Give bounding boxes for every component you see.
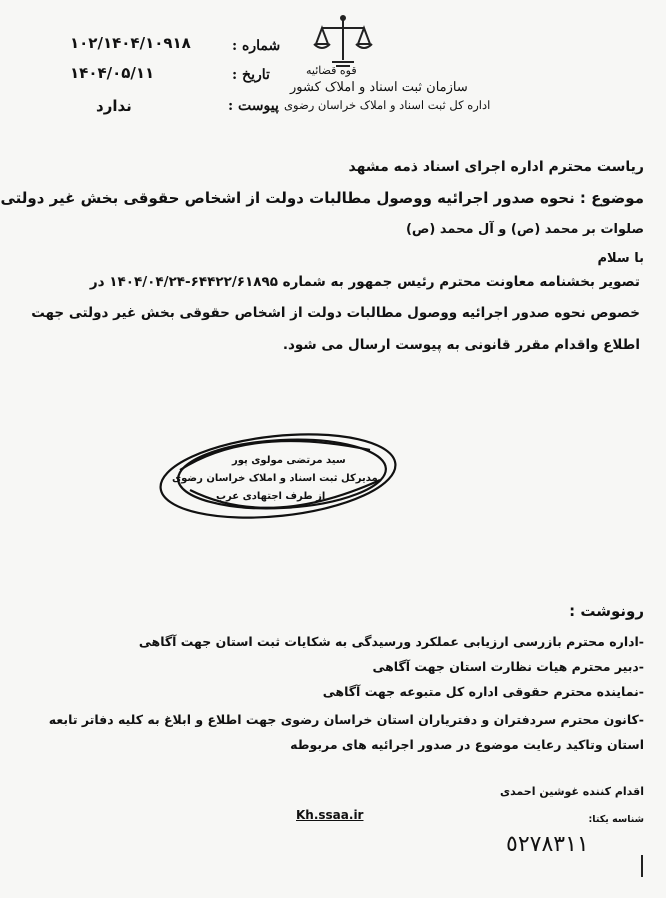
number-label: شماره : (232, 38, 281, 54)
stamp-signer: از طرف اجتهادی عرب (216, 491, 326, 502)
stamp-title: مدیرکل ثبت اسناد و املاک خراسان رضوی (172, 473, 378, 484)
website-link[interactable]: Kh.ssaa.ir (296, 808, 364, 822)
org-line-department: اداره کل ثبت اسناد و املاک خراسان رضوی (284, 98, 491, 112)
attachment-value: ندارد (96, 97, 132, 115)
org-line-organization: سازمان ثبت اسناد و املاک کشور (290, 80, 468, 95)
cc-item: -کانون محترم سردفتران و دفترياران استان خراسان رضوی جهت اطلاع و ابلاغ به کلیه دفاتر تابعه (48, 712, 644, 727)
paragraph-line-3: اطلاع واقدام مقرر قانونی به پیوست ارسال می شود. (282, 337, 640, 353)
prepared-by: اقدام کننده غوشین احمدی (500, 785, 644, 798)
paragraph-line-1: تصویر بخشنامه معاونت محترم رئیس جمهور به شماره ۶۴۴۲۲/۶۱۸۹۵-۱۴۰۴/۰۴/۲۴ در (89, 274, 640, 290)
salutation: صلوات بر محمد (ص) و آل محمد (ص) (405, 222, 644, 237)
stamp-name: سید مرتضی مولوی پور (232, 455, 346, 466)
cc-item: -اداره محترم بازرسی ارزیابی عملکرد ورسیدگی به شکایات ثبت استان جهت آگاهی (138, 634, 644, 649)
cc-item: استان وتاکید رعایت موضوع در صدور اجرائیه های مربوطه (290, 737, 644, 752)
unique-code: ٥٢٧٨٣١١ (506, 832, 589, 857)
paragraph-line-2: خصوص نحوه صدور اجرائیه ووصول مطالبات دولت از اشخاص حقوقی بخش غیر دولتی جهت (31, 305, 640, 321)
greeting: با سلام (597, 251, 644, 266)
unique-code-label: شناسه یکتا: (588, 814, 644, 825)
cc-title: رونوشت : (569, 602, 644, 620)
attachment-label: پیوست : (228, 98, 279, 114)
cc-item: -دبیر محترم هیات نظارت استان جهت آگاهی (372, 659, 644, 674)
date-label: تاریخ : (232, 67, 270, 83)
addressee: ریاست محترم اداره اجرای اسناد ذمه مشهد (348, 159, 644, 175)
letter-date: ١۴٠۴/٠۵/١١ (70, 64, 155, 82)
subject: موضوع : نحوه صدور اجرائیه ووصول مطالبات دولت از اشخاص حقوقی بخش غیر دولتی (0, 189, 644, 207)
cc-item: -نماینده محترم حقوقی اداره کل متبوعه جهت آگاهی (322, 684, 644, 699)
judiciary-emblem-icon (312, 12, 374, 70)
letter-number: ١٠٢/١۴٠۴/١٠٩١٨ (70, 34, 191, 52)
org-line-judiciary: قوه قضائیه (306, 64, 357, 77)
margin-mark (641, 855, 643, 877)
